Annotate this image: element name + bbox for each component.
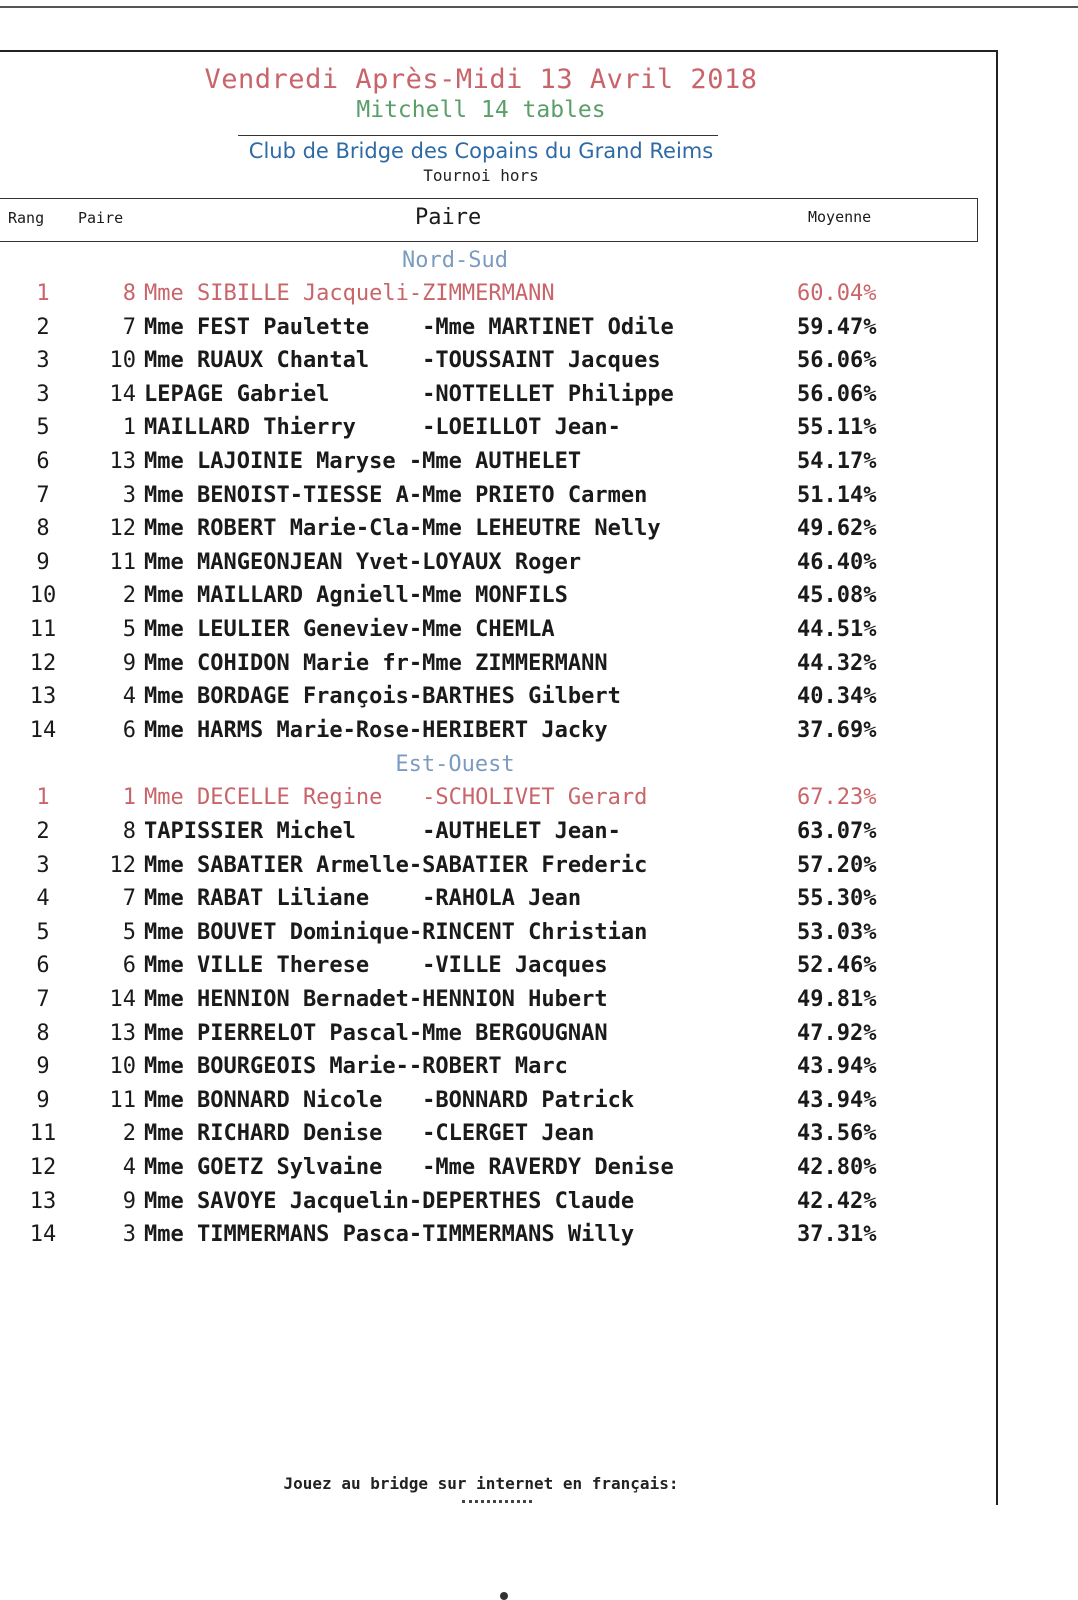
pair-number-cell: 12 bbox=[109, 516, 136, 542]
rank-cell: 14 bbox=[29, 717, 57, 743]
pair-names-cell: TAPISSIER Michel -AUTHELET Jean- bbox=[144, 819, 621, 844]
pair-names-cell: Mme DECELLE Regine -SCHOLIVET Gerard bbox=[144, 785, 648, 811]
moyenne-cell: 53.03% bbox=[797, 919, 877, 945]
pair-number-cell: 10 bbox=[109, 348, 136, 374]
header-paire-names: Paire bbox=[415, 205, 482, 230]
pair-names-cell: Mme PIERRELOT Pascal-Mme BERGOUGNAN bbox=[144, 1020, 608, 1046]
pair-number-cell: 5 bbox=[122, 919, 136, 945]
pair-number-cell: 10 bbox=[109, 1054, 136, 1080]
table-row bbox=[0, 651, 1000, 685]
pair-names-cell: Mme BONNARD Nicole -BONNARD Patrick bbox=[144, 1087, 635, 1113]
pair-number-cell: 13 bbox=[109, 1020, 136, 1046]
pair-names-cell: Mme COHIDON Marie fr-Mme ZIMMERMANN bbox=[144, 650, 608, 676]
moyenne-cell: 54.17% bbox=[797, 449, 877, 474]
moyenne-cell: 52.46% bbox=[797, 953, 877, 979]
moyenne-cell: 59.47% bbox=[797, 314, 877, 340]
table-row bbox=[0, 550, 1000, 584]
table-row bbox=[0, 281, 1000, 315]
pair-names-cell: Mme BOUVET Dominique-RINCENT Christian bbox=[144, 919, 648, 945]
rank-cell: 2 bbox=[36, 819, 50, 844]
frame-top-border bbox=[0, 50, 998, 52]
pair-number-cell: 4 bbox=[122, 684, 136, 710]
pair-names-cell: Mme BENOIST-TIESSE A-Mme PRIETO Carmen bbox=[144, 482, 648, 508]
table-row bbox=[0, 483, 1000, 517]
rank-cell: 3 bbox=[36, 381, 50, 407]
moyenne-cell: 63.07% bbox=[797, 819, 877, 844]
pair-number-cell: 13 bbox=[109, 449, 136, 474]
tournament-type: Tournoi hors bbox=[423, 166, 539, 185]
moyenne-cell: 47.92% bbox=[797, 1020, 877, 1046]
frame-right-border bbox=[996, 50, 998, 1505]
table-row bbox=[0, 819, 1000, 853]
pair-names-cell: Mme RABAT Liliane -RAHOLA Jean bbox=[144, 886, 582, 912]
moyenne-cell: 37.31% bbox=[797, 1222, 877, 1248]
moyenne-cell: 43.94% bbox=[797, 1054, 877, 1080]
pair-names-cell: Mme MANGEONJEAN Yvet-LOYAUX Roger bbox=[144, 549, 582, 575]
rank-cell: 1 bbox=[36, 785, 50, 811]
moyenne-cell: 42.42% bbox=[797, 1188, 877, 1214]
pair-number-cell: 1 bbox=[122, 415, 136, 441]
rank-cell: 4 bbox=[36, 886, 50, 912]
pair-number-cell: 1 bbox=[122, 785, 136, 811]
moyenne-cell: 43.56% bbox=[797, 1121, 877, 1147]
rank-cell: 10 bbox=[29, 583, 57, 609]
moyenne-cell: 55.11% bbox=[797, 415, 877, 441]
moyenne-cell: 67.23% bbox=[797, 785, 877, 811]
table-row bbox=[0, 1054, 1000, 1088]
moyenne-cell: 37.69% bbox=[797, 717, 877, 743]
moyenne-cell: 55.30% bbox=[797, 886, 877, 912]
moyenne-cell: 40.34% bbox=[797, 684, 877, 710]
rank-cell: 2 bbox=[36, 314, 50, 340]
table-row bbox=[0, 415, 1000, 449]
rank-cell: 5 bbox=[36, 919, 50, 945]
pair-number-cell: 4 bbox=[122, 1155, 136, 1180]
moyenne-cell: 44.51% bbox=[797, 617, 877, 642]
rank-cell: 3 bbox=[36, 348, 50, 374]
table-row bbox=[0, 449, 1000, 483]
pair-number-cell: 11 bbox=[109, 1087, 136, 1113]
moyenne-cell: 51.14% bbox=[797, 482, 877, 508]
pair-number-cell: 9 bbox=[122, 1188, 136, 1214]
pair-names-cell: Mme MAILLARD Agniell-Mme MONFILS bbox=[144, 583, 568, 609]
footer-cutoff-text bbox=[462, 1500, 532, 1506]
pair-names-cell: Mme HARMS Marie-Rose-HERIBERT Jacky bbox=[144, 717, 608, 743]
pair-names-cell: Mme FEST Paulette -Mme MARTINET Odile bbox=[144, 314, 674, 340]
rank-cell: 9 bbox=[36, 549, 50, 575]
pair-names-cell: Mme HENNION Bernadet-HENNION Hubert bbox=[144, 987, 608, 1012]
pair-number-cell: 8 bbox=[122, 819, 136, 844]
pair-names-cell: Mme BORDAGE François-BARTHES Gilbert bbox=[144, 684, 621, 710]
pair-names-cell: Mme RUAUX Chantal -TOUSSAINT Jacques bbox=[144, 348, 661, 374]
moyenne-cell: 57.20% bbox=[797, 852, 877, 878]
pair-number-cell: 6 bbox=[122, 953, 136, 979]
table-row bbox=[0, 617, 1000, 651]
table-row bbox=[0, 886, 1000, 920]
pair-number-cell: 11 bbox=[109, 549, 136, 575]
pair-names-cell: LEPAGE Gabriel -NOTTELLET Philippe bbox=[144, 381, 674, 407]
table-row bbox=[0, 315, 1000, 349]
rank-cell: 12 bbox=[29, 1155, 57, 1180]
table-row bbox=[0, 1189, 1000, 1223]
moyenne-cell: 49.62% bbox=[797, 516, 877, 542]
pair-names-cell: Mme BOURGEOIS Marie--ROBERT Marc bbox=[144, 1054, 568, 1080]
table-row bbox=[0, 785, 1000, 819]
pair-names-cell: Mme VILLE Therese -VILLE Jacques bbox=[144, 953, 608, 979]
pair-names-cell: Mme RICHARD Denise -CLERGET Jean bbox=[144, 1121, 595, 1147]
pair-names-cell: Mme SIBILLE Jacqueli-ZIMMERMANN bbox=[144, 281, 555, 306]
section-title: Nord-Sud bbox=[402, 248, 508, 273]
rank-cell: 1 bbox=[36, 281, 50, 306]
title-divider bbox=[238, 135, 718, 136]
table-row bbox=[0, 684, 1000, 718]
rank-cell: 11 bbox=[29, 1121, 57, 1147]
pair-number-cell: 5 bbox=[122, 617, 136, 642]
page-subtitle: Mitchell 14 tables bbox=[356, 97, 606, 123]
rank-cell: 7 bbox=[36, 987, 50, 1012]
pair-number-cell: 14 bbox=[109, 987, 136, 1012]
header-moyenne: Moyenne bbox=[808, 208, 872, 226]
table-row bbox=[0, 382, 1000, 416]
moyenne-cell: 56.06% bbox=[797, 381, 877, 407]
pair-number-cell: 8 bbox=[122, 281, 136, 306]
pair-number-cell: 9 bbox=[122, 650, 136, 676]
table-row bbox=[0, 1088, 1000, 1122]
pair-names-cell: Mme SABATIER Armelle-SABATIER Frederic bbox=[144, 852, 648, 878]
page-title: Vendredi Après-Midi 13 Avril 2018 bbox=[204, 64, 758, 95]
header-paire-number: Paire bbox=[78, 209, 124, 227]
rank-cell: 9 bbox=[36, 1054, 50, 1080]
rank-cell: 14 bbox=[29, 1222, 57, 1248]
pair-names-cell: Mme SAVOYE Jacquelin-DEPERTHES Claude bbox=[144, 1188, 635, 1214]
moyenne-cell: 42.80% bbox=[797, 1155, 877, 1180]
rank-cell: 9 bbox=[36, 1087, 50, 1113]
pair-names-cell: Mme LAJOINIE Maryse -Mme AUTHELET bbox=[144, 449, 582, 474]
pair-number-cell: 2 bbox=[122, 583, 136, 609]
table-row bbox=[0, 953, 1000, 987]
pair-names-cell: Mme LEULIER Geneviev-Mme CHEMLA bbox=[144, 617, 555, 642]
pair-number-cell: 3 bbox=[122, 1222, 136, 1248]
table-row bbox=[0, 920, 1000, 954]
table-row bbox=[0, 1155, 1000, 1189]
rank-cell: 6 bbox=[36, 449, 50, 474]
rank-cell: 3 bbox=[36, 852, 50, 878]
rank-cell: 12 bbox=[29, 650, 57, 676]
rank-cell: 6 bbox=[36, 953, 50, 979]
pair-number-cell: 3 bbox=[122, 482, 136, 508]
club-name: Club de Bridge des Copains du Grand Reims bbox=[248, 139, 714, 163]
rank-cell: 8 bbox=[36, 516, 50, 542]
section-title: Est-Ouest bbox=[395, 752, 515, 778]
moyenne-cell: 44.32% bbox=[797, 650, 877, 676]
table-row bbox=[0, 853, 1000, 887]
moyenne-cell: 46.40% bbox=[797, 549, 877, 575]
pair-number-cell: 7 bbox=[122, 886, 136, 912]
pair-names-cell: Mme GOETZ Sylvaine -Mme RAVERDY Denise bbox=[144, 1155, 674, 1180]
page-dot bbox=[500, 1592, 508, 1600]
rank-cell: 11 bbox=[29, 617, 57, 642]
table-row bbox=[0, 987, 1000, 1021]
moyenne-cell: 49.81% bbox=[797, 987, 877, 1012]
table-row bbox=[0, 718, 1000, 752]
moyenne-cell: 60.04% bbox=[797, 281, 877, 306]
table-row bbox=[0, 1222, 1000, 1256]
header-rang: Rang bbox=[8, 209, 45, 227]
table-row bbox=[0, 1121, 1000, 1155]
table-row bbox=[0, 348, 1000, 382]
table-row bbox=[0, 583, 1000, 617]
table-row bbox=[0, 516, 1000, 550]
pair-number-cell: 7 bbox=[122, 314, 136, 340]
rank-cell: 8 bbox=[36, 1020, 50, 1046]
pair-names-cell: Mme TIMMERMANS Pasca-TIMMERMANS Willy bbox=[144, 1222, 635, 1248]
pair-number-cell: 14 bbox=[109, 381, 136, 407]
rank-cell: 7 bbox=[36, 482, 50, 508]
moyenne-cell: 56.06% bbox=[797, 348, 877, 374]
top-rule bbox=[0, 6, 1078, 8]
pair-names-cell: Mme ROBERT Marie-Cla-Mme LEHEUTRE Nelly bbox=[144, 516, 661, 542]
column-header bbox=[0, 198, 978, 242]
pair-number-cell: 6 bbox=[122, 717, 136, 743]
rank-cell: 5 bbox=[36, 415, 50, 441]
moyenne-cell: 43.94% bbox=[797, 1087, 877, 1113]
footer-text: Jouez au bridge sur internet en français: bbox=[283, 1474, 679, 1493]
rank-cell: 13 bbox=[29, 684, 57, 710]
pair-number-cell: 12 bbox=[109, 852, 136, 878]
moyenne-cell: 45.08% bbox=[797, 583, 877, 609]
rank-cell: 13 bbox=[29, 1188, 57, 1214]
pair-number-cell: 2 bbox=[122, 1121, 136, 1147]
table-row bbox=[0, 1021, 1000, 1055]
pair-names-cell: MAILLARD Thierry -LOEILLOT Jean- bbox=[144, 415, 621, 441]
